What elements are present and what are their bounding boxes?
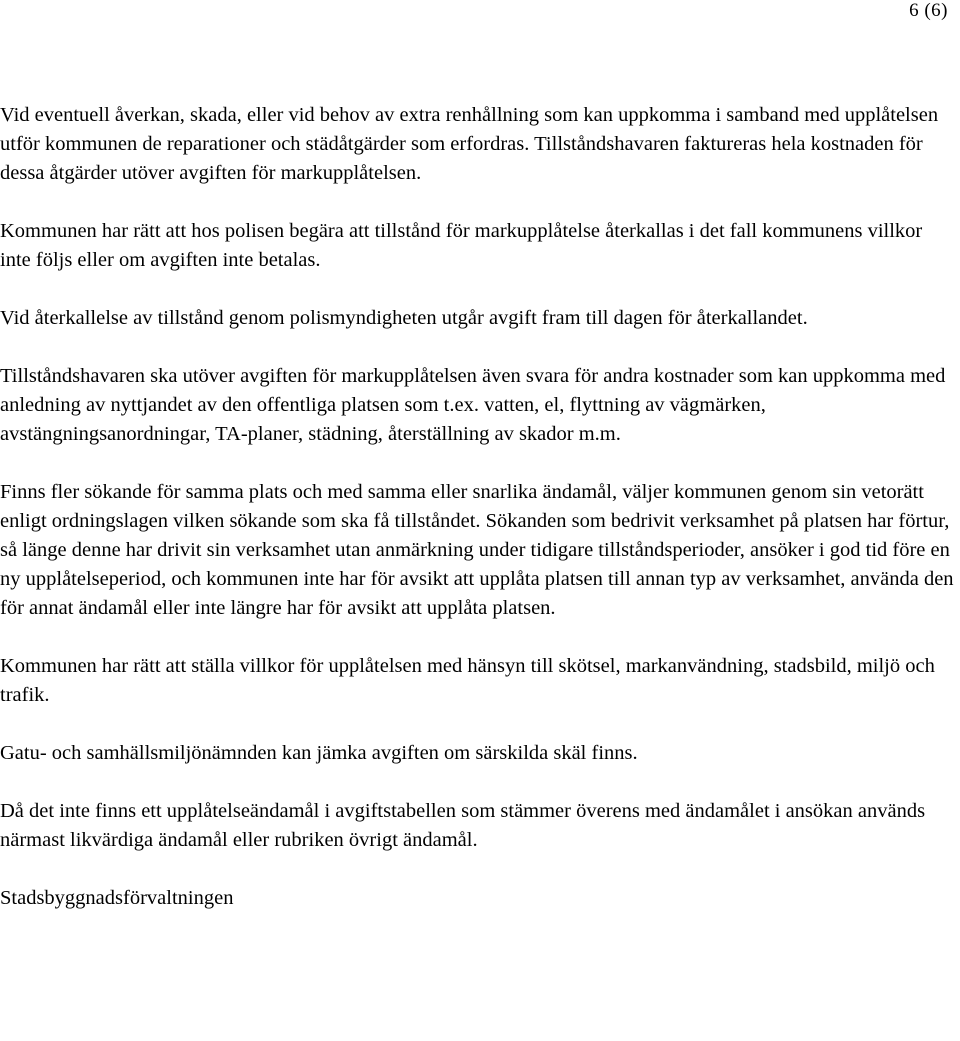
signature: Stadsbyggnadsförvaltningen (0, 887, 234, 909)
paragraph-multiple-applicants: Finns fler sökande för samma plats och med samma eller snarlika ändamål, väljer kommunen genom sin vetorätt enligt ordningslagen vilken sökande som ska få tillståndet. Sökanden som bedrivit verksamhet på platsen har förtur, så länge denne har drivit sin verksamhet utan anmärkning under tidigare tillståndsperioder, ansöker i god tid före en ny upplåtelseperiod, och kommunen inte har för avsikt att upplåta platsen till annan typ av verksamhet, använda den för annat ändamål eller inte längre har för avsikt att upplåta platsen. (0, 481, 954, 619)
paragraph-conditions: Kommunen har rätt att ställa villkor för upplåtelsen med hänsyn till skötsel, markanvändning, stadsbild, miljö och trafik. (0, 655, 935, 706)
paragraph-revocation-fee: Vid återkallelse av tillstånd genom polismyndigheten utgår avgift fram till dagen för återkallandet. (0, 307, 808, 329)
document-body (0, 101, 956, 942)
paragraph-additional-costs: Tillståndshavaren ska utöver avgiften för markupplåtelsen även svara för andra kostnader som kan uppkomma med anledning av nyttjandet av den offentliga platsen som t.ex. vatten, el, flyttning av vägmärken, avstängningsanordningar, TA-planer, städning, återställning av skador m.m. (0, 365, 946, 445)
paragraph-revocation-request: Kommunen har rätt att hos polisen begära att tillstånd för markupplåtelse återkallas i det fall kommunens villkor inte följs eller om avgiften inte betalas. (0, 220, 923, 271)
paragraph-other-purpose: Då det inte finns ett upplåtelseändamål i avgiftstabellen som stämmer överens med ändamålet i ansökan används närmast likvärdiga ändamål eller rubriken övrigt ändamål. (0, 800, 926, 851)
paragraph-fee-adjustment: Gatu- och samhällsmiljönämnden kan jämka avgiften om särskilda skäl finns. (0, 742, 638, 764)
paragraph-damage-cleaning: Vid eventuell åverkan, skada, eller vid behov av extra renhållning som kan uppkomma i samband med upplåtelsen utför kommunen de reparationer och städåtgärder som erfordras. Tillståndshavaren faktureras hela kostnaden för dessa åtgärder utöver avgiften för markupplåtelsen. (0, 104, 939, 184)
page-number: 6 (6) (909, 0, 948, 21)
